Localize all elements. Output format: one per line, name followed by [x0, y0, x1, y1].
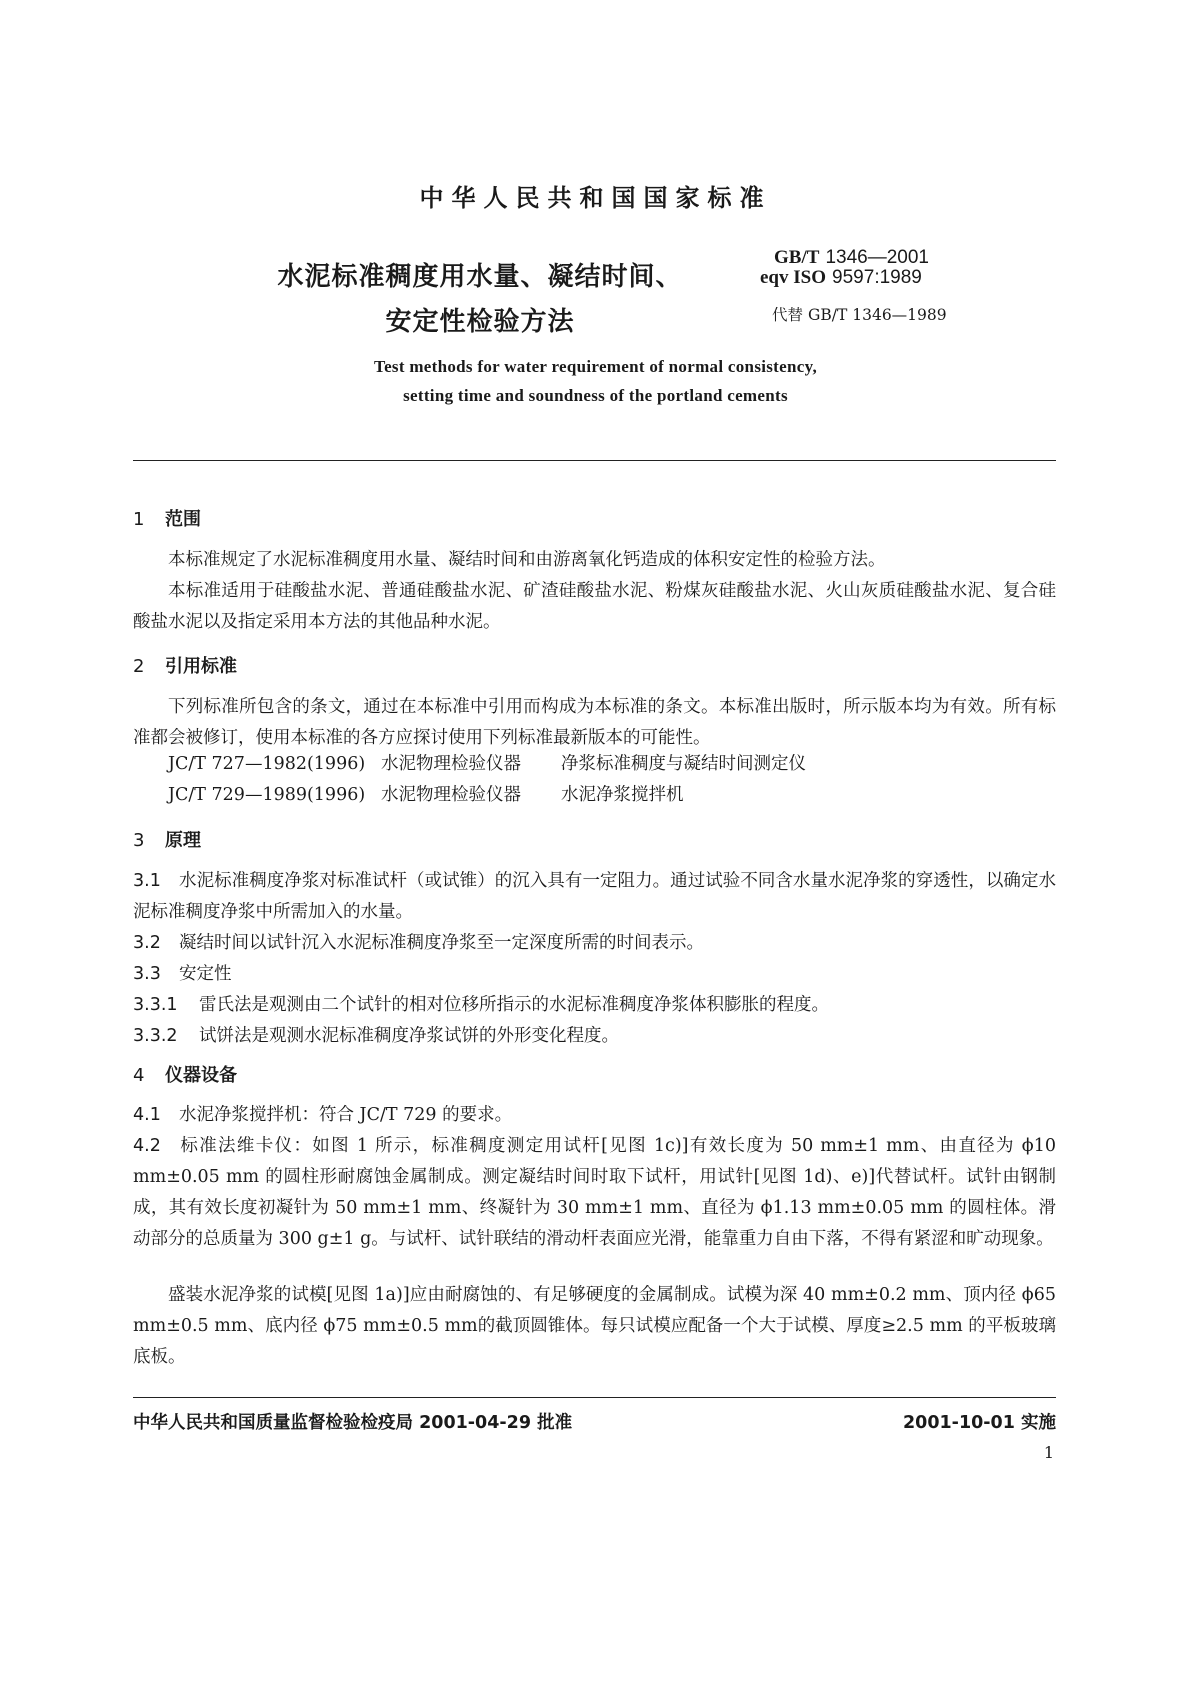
gb-code-prefix: GB/T — [774, 247, 820, 268]
section-4-mold-paragraph: 盛装水泥净浆的试模[见图 1a)]应由耐腐蚀的、有足够硬度的金属制成。试模为深 40 mm±0.2 mm、顶内径 ϕ65 mm±0.5 mm、底内径 ϕ75 mm±0.5 mm的截顶圆锥体。每只试模应配备一个大于试模、厚度≥2.5 mm 的平板玻璃底板。 — [133, 1285, 1056, 1367]
clause-number: 4.2 — [133, 1136, 161, 1156]
title-cn-line2: 安定性检验方法 — [385, 307, 575, 337]
clause-text: 雷氏法是观测由二个试针的相对位移所指示的水泥标准稠度净浆体积膨胀的程度。 — [199, 995, 829, 1015]
section-1-title: 范围 — [165, 509, 201, 530]
section-1-number: 1 — [133, 509, 145, 530]
clause-text: 水泥标准稠度净浆对标准试杆（或试锥）的沉入具有一定阻力。通过试验不同含水量水泥净浆的穿透性，以确定水泥标准稠度净浆中所需加入的水量。 — [133, 871, 1056, 922]
effective-date: 2001-10-01 实施 — [902, 1413, 1056, 1433]
clause-3-1 — [133, 866, 1056, 928]
standard-type-header: 中华人民共和国国家标准 — [419, 184, 772, 212]
iso-code-number: 9597:1989 — [832, 267, 922, 288]
clause-number: 3.2 — [133, 933, 161, 953]
title-en-line1: Test methods for water requirement of normal consistency, — [373, 357, 817, 376]
clause-3-3 — [133, 959, 1056, 990]
reference-category: 水泥物理检验仪器 — [381, 754, 521, 774]
section-1-heading — [133, 505, 201, 531]
title-en-line2: setting time and soundness of the portland cements — [403, 386, 788, 405]
section-1-paragraph-1: 本标准规定了水泥标准稠度用水量、凝结时间和由游离氧化钙造成的体积安定性的检验方法。 — [168, 550, 886, 570]
header-divider — [133, 460, 1056, 461]
replaces-code-prefix: GB/T — [807, 306, 848, 324]
clause-number: 4.1 — [133, 1105, 161, 1125]
iso-code — [760, 266, 922, 289]
section-2-paragraph-1: 下列标准所包含的条文，通过在本标准中引用而构成为本标准的条文。本标准出版时，所示版本均为有效。所有标准都会被修订，使用本标准的各方应探讨使用下列标准最新版本的可能性。 — [133, 697, 1056, 748]
clause-3-3-1 — [133, 990, 1056, 1021]
section-3-number: 3 — [133, 830, 145, 851]
reference-category: 水泥物理检验仪器 — [381, 785, 521, 805]
iso-code-prefix: eqv ISO — [760, 267, 826, 288]
clause-text: 水泥净浆搅拌机：符合 JC/T 729 的要求。 — [179, 1105, 513, 1125]
reference-code: JC/T 729—1989(1996) — [168, 785, 366, 805]
replaces-code-number: 1346—1989 — [852, 306, 947, 324]
footer-divider — [133, 1397, 1056, 1398]
section-2-number: 2 — [133, 656, 145, 677]
replaces-code — [772, 304, 947, 326]
clause-4-1 — [133, 1100, 1056, 1131]
reference-name: 水泥净浆搅拌机 — [561, 785, 684, 805]
replaces-label: 代替 — [772, 306, 804, 324]
clause-text: 试饼法是观测水泥标准稠度净浆试饼的外形变化程度。 — [199, 1026, 619, 1046]
clause-3-3-2 — [133, 1021, 1056, 1052]
section-4-heading — [133, 1061, 237, 1087]
section-3-title: 原理 — [165, 830, 201, 851]
clause-text: 标准法维卡仪：如图 1 所示，标准稠度测定用试杆[见图 1c)]有效长度为 50 mm±1 mm、由直径为 ϕ10 mm±0.05 mm 的圆柱形耐腐蚀金属制成。测定凝结时间时取下试杆，用试针[见图 1d)、e)]代替试杆。试针由钢制成，其有效长度初凝针为 50 mm±1 mm、终凝针为 30 mm±1 mm、直径为 ϕ1.13 mm±0.05 mm 的圆柱体。滑动部分的总质量为 300 g±1 g。与试杆、试针联结的滑动杆表面应光滑，能靠重力自由下落，不得有紧涩和旷动现象。 — [133, 1136, 1056, 1249]
clause-number: 3.1 — [133, 871, 161, 891]
clause-text: 凝结时间以试针沉入水泥标准稠度净浆至一定深度所需的时间表示。 — [179, 933, 704, 953]
page-number: 1 — [1043, 1443, 1054, 1462]
clause-text: 安定性 — [179, 964, 232, 984]
clause-number: 3.3 — [133, 964, 161, 984]
section-2-title: 引用标准 — [165, 656, 237, 677]
reference-row — [168, 749, 806, 780]
section-1-paragraph-2: 本标准适用于硅酸盐水泥、普通硅酸盐水泥、矿渣硅酸盐水泥、粉煤灰硅酸盐水泥、火山灰质硅酸盐水泥、复合硅酸盐水泥以及指定采用本方法的其他品种水泥。 — [133, 581, 1056, 632]
section-4-number: 4 — [133, 1065, 145, 1086]
reference-row — [168, 780, 684, 811]
reference-name: 净浆标准稠度与凝结时间测定仪 — [561, 754, 806, 774]
clause-4-2 — [133, 1131, 1056, 1255]
clause-3-2 — [133, 928, 1056, 959]
gb-code-number: 1346—2001 — [825, 247, 929, 268]
section-3-heading — [133, 826, 201, 852]
title-cn-line1: 水泥标准稠度用水量、凝结时间、 — [277, 262, 683, 292]
approval-note: 中华人民共和国质量监督检验检疫局 2001-04-29 批准 — [133, 1413, 573, 1433]
section-4-title: 仪器设备 — [165, 1065, 237, 1086]
clause-number: 3.3.1 — [133, 995, 178, 1015]
reference-code: JC/T 727—1982(1996) — [168, 754, 366, 774]
clause-number: 3.3.2 — [133, 1026, 178, 1046]
section-2-heading — [133, 652, 237, 678]
